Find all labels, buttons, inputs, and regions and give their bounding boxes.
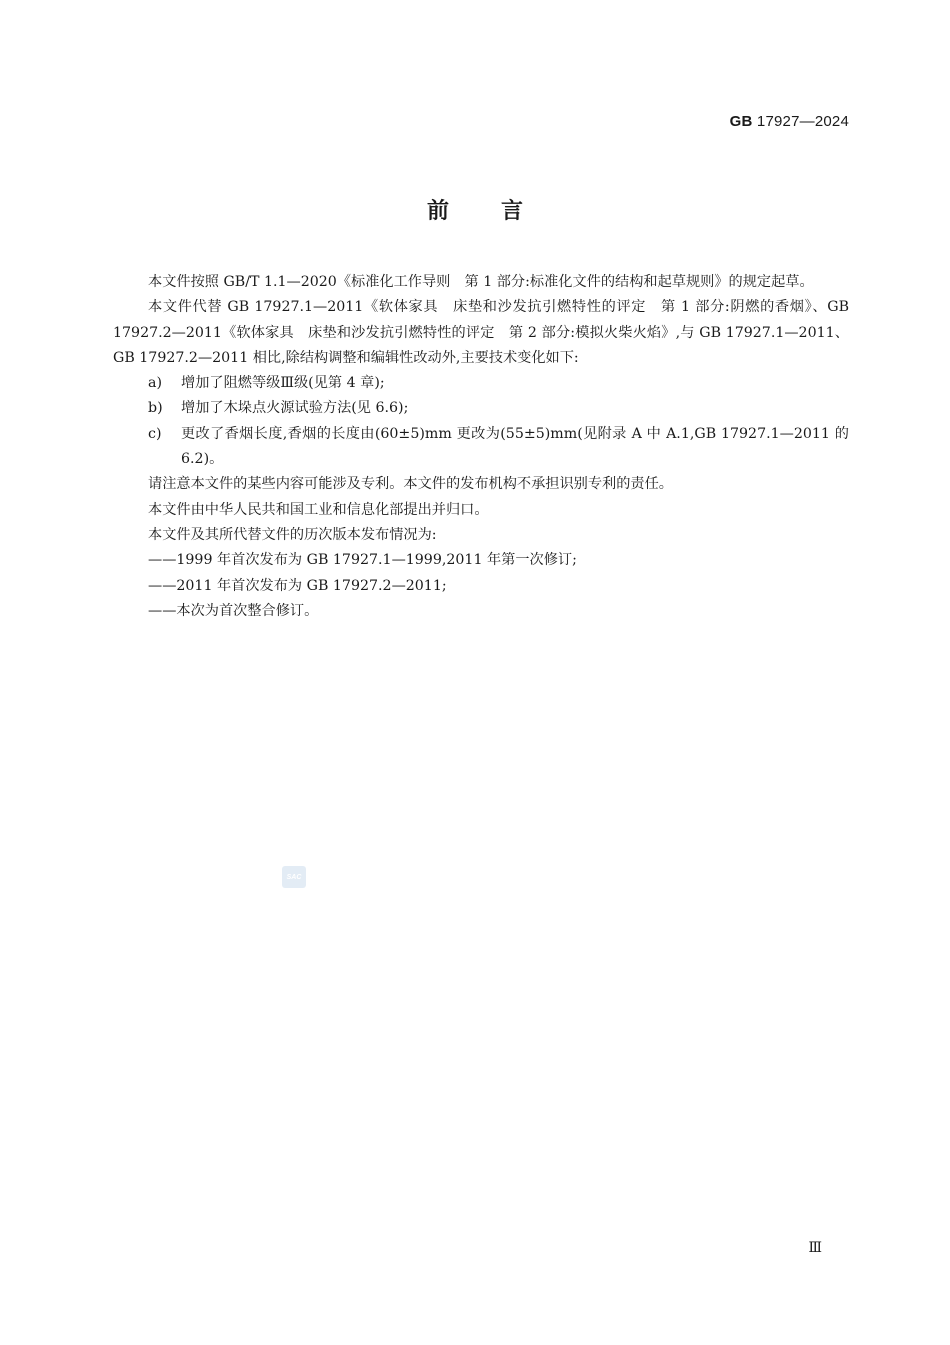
standard-number-header — [730, 113, 849, 130]
paragraph-drafting-rules: 本文件按照 GB/T 1.1—2020《标准化工作导则 第 1 部分:标准化文件的结构和起草规则》的规定起草。 — [148, 274, 814, 290]
page-number: Ⅲ — [808, 1240, 822, 1256]
list-item — [113, 371, 849, 396]
history-item: ——2011 年首次发布为 GB 17927.2—2011; — [148, 577, 447, 594]
list-item-text: 增加了木垛点火源试验方法(见 6.6); — [181, 400, 409, 417]
paragraph-replacement: 本文件代替 GB 17927.1—2011《软体家具 床垫和沙发抗引燃特性的评定 第 1 部分:阴燃的香烟》、GB 17927.2—2011《软体家具 床垫和沙发抗引燃特性的评定 第 2 部分:模拟火柴火焰》,与 GB 17927.1—2011、GB 17927.2—2011 相比,除结构调整和编辑性改动外,主要技术变化如下: — [113, 299, 849, 366]
sac-watermark-logo: SAC — [282, 866, 306, 888]
list-item-marker: a) — [148, 375, 162, 392]
list-item-text: 增加了阻燃等级Ⅲ级(见第 4 章); — [181, 375, 385, 392]
page-title: 前言 — [426, 199, 575, 224]
history-item: ——1999 年首次发布为 GB 17927.1—1999,2011 年第一次修订; — [148, 552, 577, 569]
list-item — [113, 396, 849, 421]
foreword-body — [113, 270, 849, 624]
paragraph-patent-notice: 请注意本文件的某些内容可能涉及专利。本文件的发布机构不承担识别专利的责任。 — [148, 476, 673, 493]
list-item — [113, 422, 849, 473]
paragraph-proposer: 本文件由中华人民共和国工业和信息化部提出并归口。 — [148, 501, 489, 518]
list-item-marker: b) — [148, 400, 163, 417]
standard-number: 17927—2024 — [756, 113, 849, 130]
standard-prefix: GB — [729, 113, 753, 130]
list-item-marker: c) — [148, 425, 162, 442]
list-item-text: 更改了香烟长度,香烟的长度由(60±5)mm 更改为(55±5)mm(见附录 A 中 A.1,GB 17927.1—2011 的 6.2)。 — [181, 425, 849, 468]
paragraph-history-intro: 本文件及其所代替文件的历次版本发布情况为: — [148, 526, 437, 543]
history-item: ——本次为首次整合修订。 — [148, 602, 319, 619]
